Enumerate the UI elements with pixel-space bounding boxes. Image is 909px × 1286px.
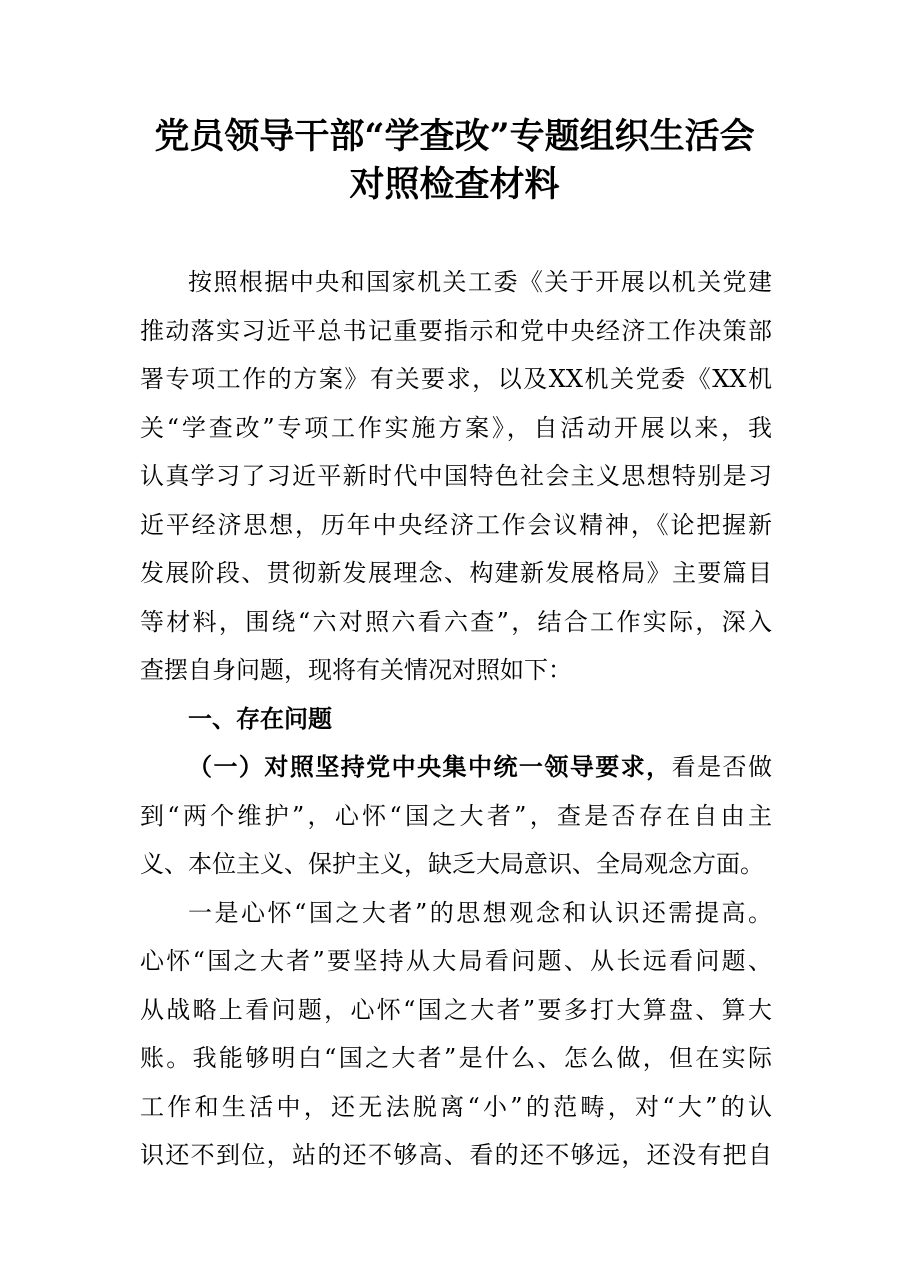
paragraph-2-line: 一是心怀“国之大者”的思想观念和认识还需提高。 bbox=[188, 898, 772, 927]
subsection-bold-lead: （一）对照坚持党中央集中统一领导要求， bbox=[188, 752, 672, 781]
section-heading: 一、存在问题 bbox=[188, 704, 332, 733]
paragraph-1-line: 关“学查改”专项工作实施方案》，自活动开展以来，我 bbox=[140, 413, 772, 442]
subsection-line: 义、本位主义、保护主义，缺乏大局意识、全局观念方面。 bbox=[140, 850, 764, 878]
paragraph-1-line: 按照根据中央和国家机关工委《关于开展以机关党建 bbox=[188, 268, 772, 296]
paragraph-2-line: 识还不到位，站的还不够高、看的还不够远，还没有把自 bbox=[140, 1141, 772, 1169]
paragraph-1-line: 认真学习了习近平新时代中国特色社会主义思想特别是习 bbox=[140, 462, 772, 490]
paragraph-1-line: 推动落实习近平总书记重要指示和党中央经济工作决策部 bbox=[140, 316, 772, 345]
subsection-line: 到“两个维护”，心怀“国之大者”，查是否存在自由主 bbox=[140, 801, 772, 830]
paragraph-1-line: 署专项工作的方案》有关要求，以及XX机关党委《XX机 bbox=[140, 365, 772, 393]
paragraph-1-line: 发展阶段、贯彻新发展理念、构建新发展格局》主要篇目 bbox=[140, 559, 772, 587]
paragraph-1-line: 等材料，围绕“六对照六看六查”，结合工作实际，深入 bbox=[140, 607, 772, 636]
document-body bbox=[140, 258, 772, 1180]
paragraph-2-line: 心怀“国之大者”要坚持从大局看问题、从长远看问题、 bbox=[140, 947, 772, 975]
paragraph-1-line: 近平经济思想，历年中央经济工作会议精神，《论把握新 bbox=[140, 510, 772, 539]
paragraph-1-line: 查摆自身问题，现将有关情况对照如下： bbox=[140, 656, 572, 684]
paragraph-2-line: 工作和生活中，还无法脱离“小”的范畴，对“大”的认 bbox=[140, 1092, 772, 1121]
paragraph-2-line: 从战略上看问题，心怀“国之大者”要多打大算盘、算大 bbox=[140, 995, 772, 1024]
document-title-line-1: 党员领导干部“学查改”专题组织生活会 bbox=[154, 116, 755, 157]
paragraph-2-line: 账。我能够明白“国之大者”是什么、怎么做，但在实际 bbox=[140, 1044, 772, 1072]
subsection-lead-rest: 看是否做 bbox=[671, 753, 772, 781]
document-title-line-2: 对照检查材料 bbox=[349, 164, 560, 205]
subsection-heading-line bbox=[140, 743, 772, 792]
